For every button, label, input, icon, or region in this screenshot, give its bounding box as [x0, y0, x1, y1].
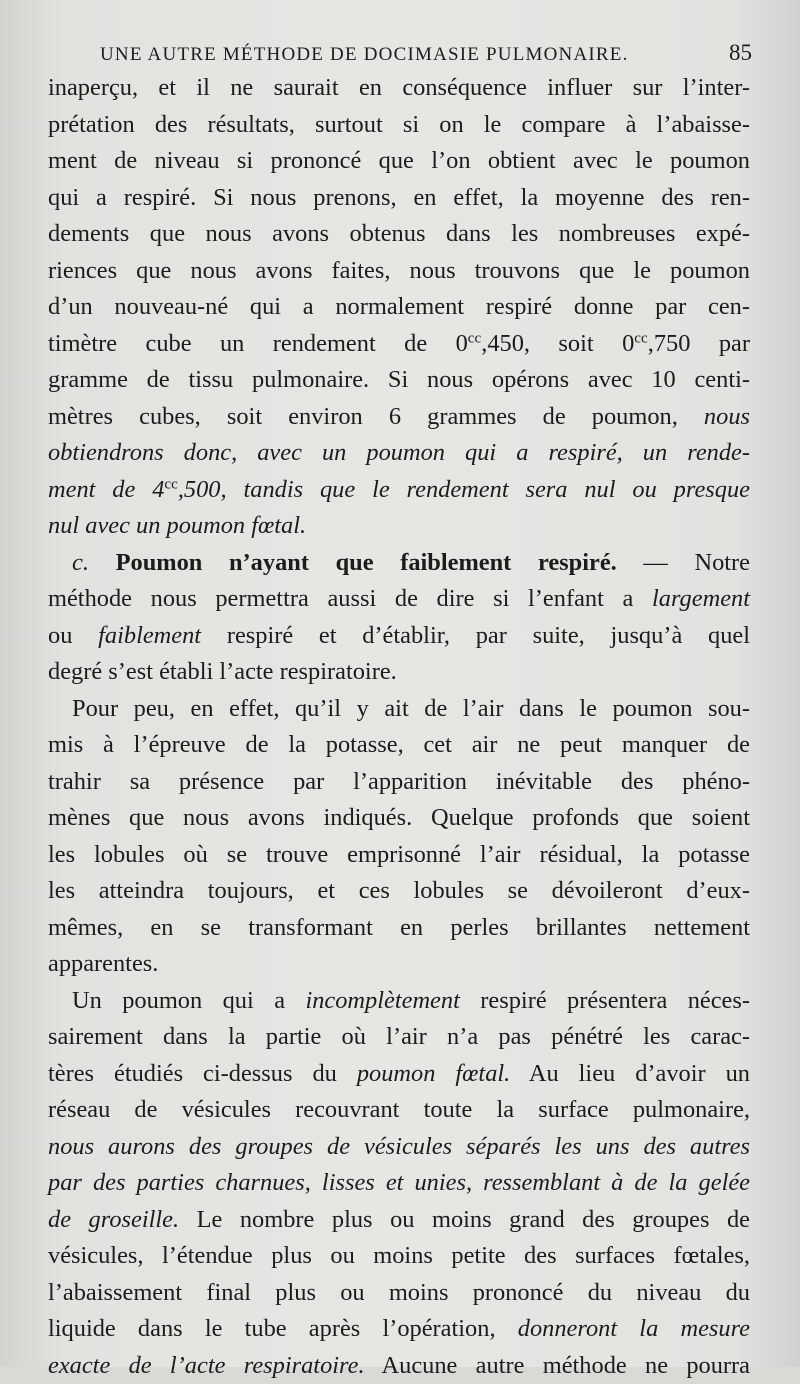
- text-run: Un poumon qui a: [72, 987, 305, 1014]
- text-line: [48, 1019, 750, 1056]
- text-line: [48, 1092, 750, 1129]
- text-run: inaperçu, et il ne saurait en conséquence influer sur l’inter-: [48, 74, 750, 101]
- italic-text: ment de 4: [48, 476, 164, 503]
- body-text: [48, 70, 750, 1384]
- text-run: d’un nouveau-né qui a normalement respiré donne par cen-: [48, 293, 750, 320]
- text-run: respiré et d’établir, par suite, jusqu’à quel: [201, 622, 750, 649]
- superscript: cc: [634, 330, 647, 346]
- superscript: cc: [468, 330, 481, 346]
- text-line: [48, 289, 750, 326]
- text-line: [48, 399, 750, 436]
- running-head: UNE AUTRE MÉTHODE DE DOCIMASIE PULMONAIRE.: [100, 44, 629, 66]
- text-run: vésicules, l’étendue plus ou moins petite des surfaces fœtales,: [48, 1242, 750, 1269]
- text-run: Aucune autre méthode ne pourra: [365, 1352, 750, 1379]
- text-line: [48, 910, 750, 947]
- italic-text: exacte de l’acte respiratoire.: [48, 1352, 365, 1379]
- text-line: [48, 873, 750, 910]
- italic-text: nul avec un poumon fœtal.: [48, 512, 306, 539]
- text-line: [48, 727, 750, 764]
- text-line: [48, 1311, 750, 1348]
- text-line: [48, 508, 750, 545]
- text-run: respiré présentera néces-: [460, 987, 750, 1014]
- text-run: — Notre: [617, 549, 750, 576]
- text-line: [48, 618, 750, 655]
- text-line: [48, 1275, 750, 1312]
- text-run: tères étudiés ci-dessus du: [48, 1060, 357, 1087]
- text-line: [48, 654, 750, 691]
- text-line: [48, 70, 750, 107]
- page-header: [100, 40, 752, 74]
- italic-text: largement: [652, 585, 750, 612]
- italic-text: poumon fœtal.: [357, 1060, 510, 1087]
- text-line: [48, 472, 750, 509]
- text-run: riences que nous avons faites, nous trouvons que le poumon: [48, 257, 750, 284]
- text-run: Au lieu d’avoir un: [510, 1060, 750, 1087]
- text-line: [48, 691, 750, 728]
- text-run: les lobules où se trouve emprisonné l’air résidual, la potasse: [48, 841, 750, 868]
- superscript: cc: [164, 476, 177, 492]
- text-line: [48, 1056, 750, 1093]
- text-line: [48, 837, 750, 874]
- text-run: apparentes.: [48, 950, 158, 977]
- text-run: dements que nous avons obtenus dans les nombreuses expé-: [48, 220, 750, 247]
- text-line: [48, 1238, 750, 1275]
- text-line: [48, 946, 750, 983]
- text-line: [48, 1165, 750, 1202]
- text-line: [48, 983, 750, 1020]
- italic-text: faiblement: [98, 622, 201, 649]
- text-line: [48, 545, 750, 582]
- text-line: [48, 1348, 750, 1384]
- text-run: les atteindra toujours, et ces lobules se dévoileront d’eux-: [48, 877, 750, 904]
- bold-heading: Poumon n’ayant que faiblement respiré.: [116, 549, 617, 576]
- text-run: ou: [48, 622, 98, 649]
- text-line: [48, 216, 750, 253]
- text-run: ,450, soit 0: [481, 330, 634, 357]
- text-line: [48, 326, 750, 363]
- text-run: mêmes, en se transformant en perles brillantes nettement: [48, 914, 750, 941]
- text-run: ,750 par: [648, 330, 750, 357]
- text-run: mènes que nous avons indiqués. Quelque profonds que soient: [48, 804, 750, 831]
- italic-text: nous: [704, 403, 750, 430]
- italic-text: obtiendrons donc, avec un poumon qui a respiré, un rende-: [48, 439, 750, 466]
- italic-text: c.: [72, 549, 116, 576]
- italic-text: nous aurons des groupes de vésicules séparés les uns des autres: [48, 1133, 750, 1160]
- italic-text: de groseille.: [48, 1206, 179, 1233]
- text-run: qui a respiré. Si nous prenons, en effet, la moyenne des ren-: [48, 184, 750, 211]
- text-run: liquide dans le tube après l’opération,: [48, 1315, 518, 1342]
- italic-text: incomplètement: [305, 987, 459, 1014]
- text-run: mis à l’épreuve de la potasse, cet air ne peut manquer de: [48, 731, 750, 758]
- italic-text: ,500, tandis que le rendement sera nul ou presque: [178, 476, 750, 503]
- text-line: [48, 764, 750, 801]
- italic-text: par des parties charnues, lisses et unies, ressemblant à de la gelée: [48, 1169, 750, 1196]
- text-line: [48, 435, 750, 472]
- text-run: prétation des résultats, surtout si on le compare à l’abaisse-: [48, 111, 750, 138]
- text-run: sairement dans la partie où l’air n’a pas pénétré les carac-: [48, 1023, 750, 1050]
- italic-text: donneront la mesure: [518, 1315, 750, 1342]
- text-line: [48, 143, 750, 180]
- text-run: méthode nous permettra aussi de dire si l’enfant a: [48, 585, 652, 612]
- text-line: [48, 107, 750, 144]
- text-line: [48, 581, 750, 618]
- text-run: Pour peu, en effet, qu’il y ait de l’air dans le poumon sou-: [72, 695, 750, 722]
- text-run: mètres cubes, soit environ 6 grammes de poumon,: [48, 403, 704, 430]
- page-number: 85: [729, 40, 752, 66]
- text-line: [48, 1129, 750, 1166]
- text-run: trahir sa présence par l’apparition inévitable des phéno-: [48, 768, 750, 795]
- text-run: ment de niveau si prononcé que l’on obtient avec le poumon: [48, 147, 750, 174]
- text-line: [48, 253, 750, 290]
- text-line: [48, 800, 750, 837]
- text-run: gramme de tissu pulmonaire. Si nous opérons avec 10 centi-: [48, 366, 750, 393]
- text-line: [48, 362, 750, 399]
- text-line: [48, 180, 750, 217]
- text-run: l’abaissement final plus ou moins prononcé du niveau du: [48, 1279, 750, 1306]
- text-run: réseau de vésicules recouvrant toute la surface pulmonaire,: [48, 1096, 750, 1123]
- text-run: timètre cube un rendement de 0: [48, 330, 468, 357]
- text-run: Le nombre plus ou moins grand des groupes de: [179, 1206, 750, 1233]
- text-line: [48, 1202, 750, 1239]
- text-run: degré s’est établi l’acte respiratoire.: [48, 658, 397, 685]
